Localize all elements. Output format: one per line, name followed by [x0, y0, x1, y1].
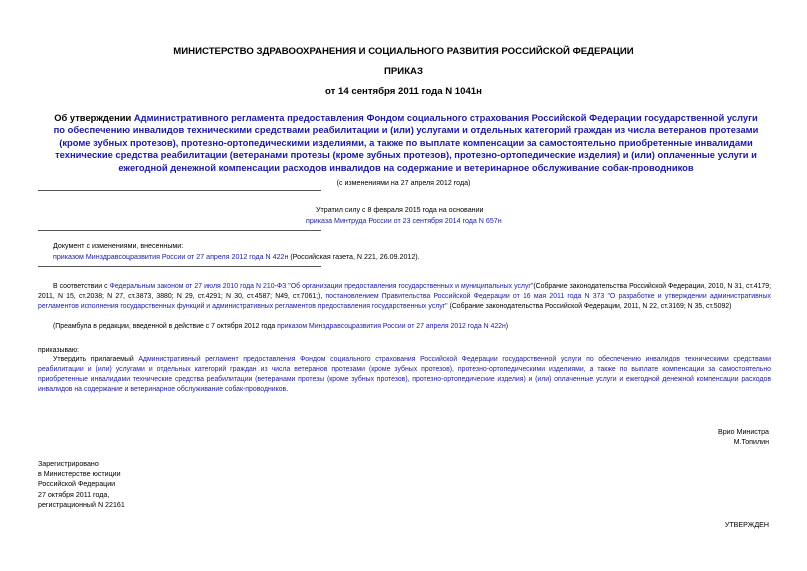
- federal-law-link[interactable]: Федеральным законом от 27 июля 2010 года N 210-ФЗ "Об организации предоставления государственных и муниципальных услуг": [109, 283, 534, 290]
- order-word: приказываю:: [38, 347, 79, 354]
- signature-position: Врио Министра: [718, 428, 769, 436]
- ministry-heading: МИНИСТЕРСТВО ЗДРАВООХРАНЕНИЯ И СОЦИАЛЬНОГО РАЗВИТИЯ РОССИЙСКОЙ ФЕДЕРАЦИИ: [173, 46, 634, 57]
- edit-note-end: ): [505, 323, 509, 330]
- registration-line: Российской Федерации: [38, 480, 116, 489]
- title-prefix: Об утверждении: [54, 112, 134, 123]
- administrative-regulation-link[interactable]: Административный регламент предоставления Фондом социального страхования Российской Федерации государственной услуги по обеспечению инвалидов техническими средствами реабилитации и (или) услугами и отдельных категорий граждан из числа ветеранов протезами (кроме зубных протезов), протезно-ортопедическими изделиями, а также по выплате компенсации за самостоятельно приобретенные инвалидами технические средства реабилитации (ветеранами протезы (кроме зубных протезов), протезно-ортопедические изделия) и (или) оплаченные услуги и ежегодной денежной компенсации расходов инвалидов на содержание и ветеринарное обслуживание собак-проводников: [38, 356, 771, 394]
- document-title: [50, 112, 762, 174]
- changes-source: (Российская газета, N 221, 26.09.2012).: [288, 253, 420, 261]
- preamble-edit-note: [53, 322, 508, 332]
- document-date: от 14 сентября 2011 года N 1041н: [325, 86, 482, 97]
- approve-text-2: .: [286, 386, 289, 394]
- expired-line: Утратил силу с 8 февраля 2015 года на основании: [316, 206, 484, 214]
- divider: [38, 230, 321, 231]
- changes-order-link[interactable]: приказом Минздравсоцразвития России от 27 апреля 2012 года N 422н: [53, 253, 289, 261]
- divider: [38, 190, 321, 191]
- registration-line: Зарегистрировано: [38, 460, 99, 468]
- registration-line: 27 октября 2011 года,: [38, 490, 110, 499]
- preamble: [38, 282, 771, 312]
- preamble-text-2: (Собрание законодательства Российской Федерации, 2010, N 31, ст.4179; 2011, N 15, ст.2038; N 27, ст.3873, 3880; N 29, ст.4291; N 30, ст.4587; N49, ст.7061;),: [38, 283, 771, 301]
- registration-line: в Министерстве юстиции: [38, 470, 121, 479]
- expired-order-link[interactable]: приказа Минтруда России от 23 сентября 2014 года N 657н: [306, 217, 502, 225]
- preamble-text-3: (Собрание законодательства Российской Федерации, 2011, N 22, ст.3169; N 35, ст.5092): [447, 303, 732, 311]
- changes-line: [53, 252, 420, 262]
- edit-note-link[interactable]: приказом Минздравсоцразвития России от 27 апреля 2012 года N 422н: [277, 323, 506, 330]
- government-decree-link[interactable]: постановлением Правительства Российской Федерации от 16 мая 2011 года N 373 "О разработке и утверждении административных регламентов исполнения государственных функций и административных регламентов предоставления государственных услуг": [38, 293, 771, 311]
- changes-heading: Документ с изменениями, внесенными:: [53, 242, 184, 250]
- preamble-text-1: В соответствии с: [53, 283, 110, 290]
- registration-line: регистрационный N 22161: [38, 500, 125, 509]
- signature-name: М.Топилин: [733, 438, 769, 446]
- divider: [38, 266, 321, 267]
- edit-note-text: (Преамбула в редакции, введенной в действие с 7 октября 2012 года: [53, 323, 278, 330]
- title-regulation-link[interactable]: Административного регламента предоставления Фондом социального страхования Российской Федерации государственной услуги по обеспечению инвалидов техническими средствами реабилитации и (или) услугами и отдельных категорий граждан из числа ветеранов протезами (кроме зубных протезов), протезно-ортопедическими изделиями, а также по выплате компенсации за самостоятельно приобретенные инвалидами технические средства реабилитации (ветеранами протезы (кроме зубных протезов), протезно-ортопедические изделия) и (или) оплаченные услуги и ежегодной денежной компенсации расходов инвалидов на содержание и ветеринарное обслуживание собак-проводников: [53, 112, 759, 173]
- approve-text-1: Утвердить прилагаемый: [53, 356, 139, 363]
- amended-note: (с изменениями на 27 апреля 2012 года): [336, 179, 471, 187]
- approved-stamp: УТВЕРЖДЕН: [724, 521, 769, 529]
- registration-block: [38, 459, 125, 510]
- document-type: ПРИКАЗ: [384, 66, 423, 77]
- approve-paragraph: [38, 355, 771, 395]
